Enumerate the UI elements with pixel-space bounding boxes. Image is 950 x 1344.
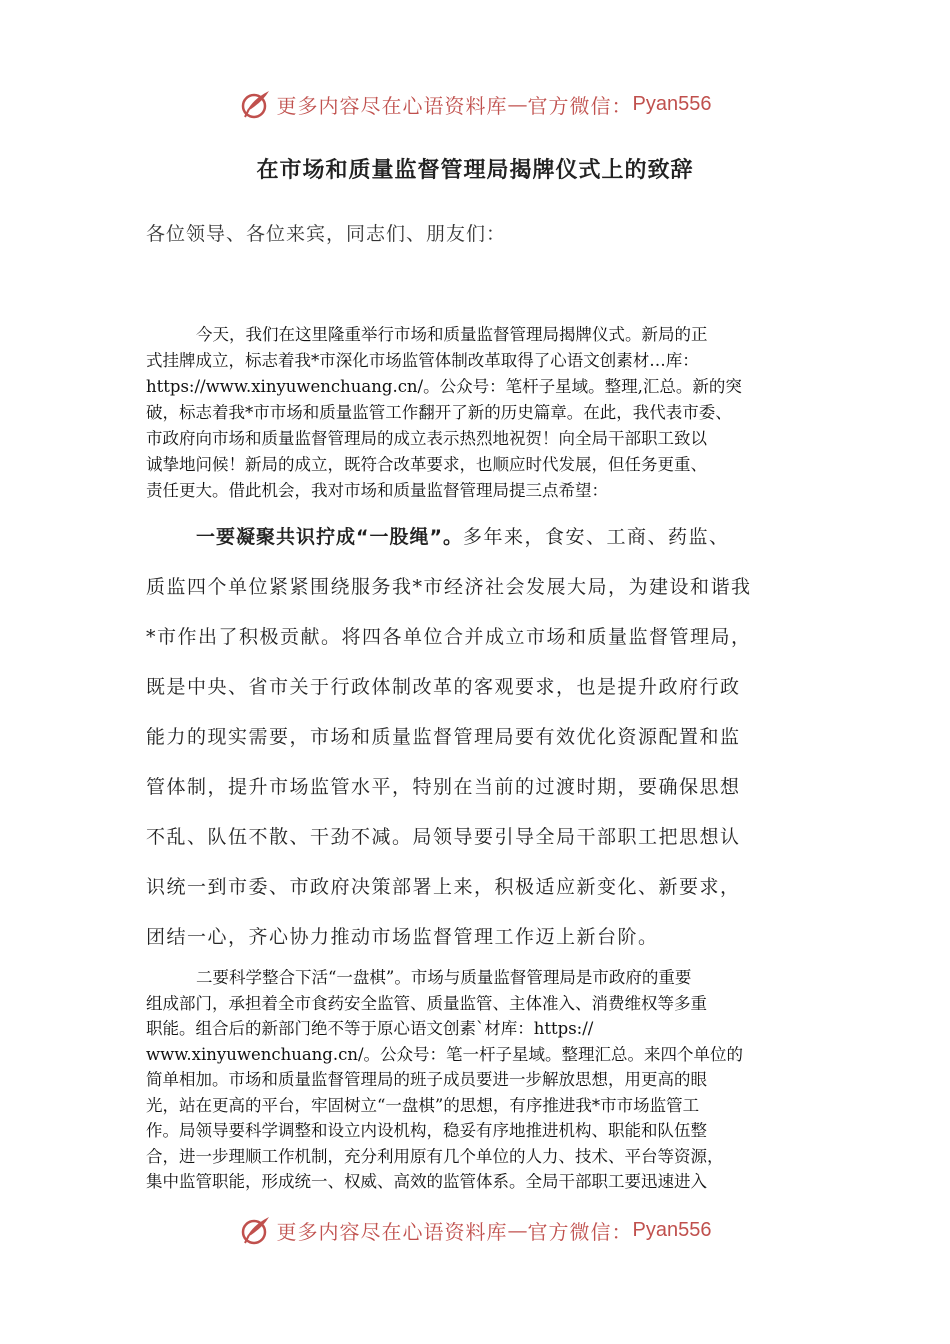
paragraph-line: 诚挚地问候！新局的成立，既符合改革要求，也顺应时代发展，但任务更重、 <box>146 455 707 474</box>
paragraph-line: 市政府向市场和质量监督管理局的成立表示热烈地祝贺！向全局干部职工致以 <box>146 429 707 448</box>
paragraph-line: 破，标志着我*市市场和质量监管工作翻开了新的历史篇章。在此，我代表市委、 <box>146 403 732 422</box>
paragraph-line: 合，进一步理顺工作机制，充分利用原有几个单位的人力、技术、平台等资源， <box>146 1146 724 1166</box>
paragraph-line: www.xinyuwenchuang.cn/。公众号：笔一杆子星域。整理汇总。来四个单位的 <box>146 1044 744 1064</box>
paragraph-line: 简单相加。市场和质量监督管理局的班子成员要进一步解放思想，用更高的眼 <box>146 1070 707 1089</box>
document-title: 在市场和质量监督管理局揭牌仪式上的致辞 <box>256 158 694 183</box>
banner-wechat-id: Pyan556 <box>632 92 712 115</box>
paragraph-line: 今天，我们在这里隆重举行市场和质量监督管理局揭牌仪式。新局的正 <box>196 325 708 344</box>
header-banner <box>0 84 950 124</box>
paragraph-line: 组成部门，承担着全市食药安全监管、质量监管、主体准入、消费维权等多重 <box>146 993 707 1013</box>
footer-banner <box>0 1210 950 1250</box>
paragraph-line: 责任更大。借此机会，我对市场和质量监督管理局提三点希望： <box>146 481 608 500</box>
banner-text: 更多内容尽在心语资料库 <box>276 1219 508 1244</box>
banner-separator: — <box>507 92 528 116</box>
paragraph-line: 光，站在更高的平台，牢固树立“一盘棋”的思想，有序推进我*市市场监管工 <box>146 1095 700 1115</box>
paragraph-line: 集中监管职能，形成统一、权威、高效的监管体系。全局干部职工要迅速进入 <box>146 1172 707 1191</box>
paragraph-text: 多年来，食安、工商、药监、 <box>462 526 730 548</box>
paragraph-line: 既是中央、省市关于行政体制改革的客观要求，也是提升政府行政 <box>146 676 741 698</box>
paragraph-line: 式挂牌成立，标志着我*市深化市场监管体制改革取得了心语文创素材…库： <box>146 351 699 370</box>
banner-wechat-id: Pyan556 <box>632 1218 712 1241</box>
paragraph-1 <box>146 322 826 504</box>
salutation: 各位领导、各位来宾，同志们、朋友们： <box>146 223 507 245</box>
paragraph-line: 识统一到市委、市政府决策部署上来，积极适应新变化、新要求， <box>146 876 741 898</box>
paragraph-line: https://www.xinyuwenchuang.cn/。公众号：笔杆子星域。整理,汇总。新的突 <box>146 377 742 396</box>
quill-logo-icon <box>239 87 273 121</box>
paragraph-line: *市作出了积极贡献。将四各单位合并成立市场和质量监督管理局， <box>146 626 752 648</box>
banner-separator: — <box>507 1218 528 1242</box>
paragraph-2 <box>146 512 826 962</box>
paragraph-line: 团结一心，齐心协力推动市场监督管理工作迈上新台阶。 <box>146 926 659 948</box>
paragraph-line: 二要科学整合下活“一盘棋”。市场与质量监督管理局是市政府的重要 <box>196 968 692 987</box>
section-heading: 一要凝聚共识拧成“一股绳”。 <box>196 526 463 548</box>
banner-text: 更多内容尽在心语资料库 <box>276 93 508 118</box>
paragraph-line: 职能。组合后的新部门绝不等于原心语文创素`材库：https:// <box>146 1019 594 1038</box>
paragraph-3 <box>146 965 826 1195</box>
paragraph-first-line <box>146 512 826 562</box>
paragraph-line: 质监四个单位紧紧围绕服务我*市经济社会发展大局，为建设和谐我 <box>146 576 752 598</box>
paragraph-line: 作。局领导要科学调整和设立内设机构，稳妥有序地推进机构、职能和队伍整 <box>146 1121 707 1140</box>
quill-logo-icon <box>239 1213 273 1247</box>
paragraph-line: 管体制，提升市场监管水平，特别在当前的过渡时期，要确保思想 <box>146 776 741 798</box>
paragraph-line: 能力的现实需要，市场和质量监督管理局要有效优化资源配置和监 <box>146 726 741 748</box>
banner-label: 官方微信： <box>527 1219 633 1244</box>
paragraph-line: 不乱、队伍不散、干劲不减。局领导要引导全局干部职工把思想认 <box>146 826 741 848</box>
banner-label: 官方微信： <box>527 93 633 118</box>
